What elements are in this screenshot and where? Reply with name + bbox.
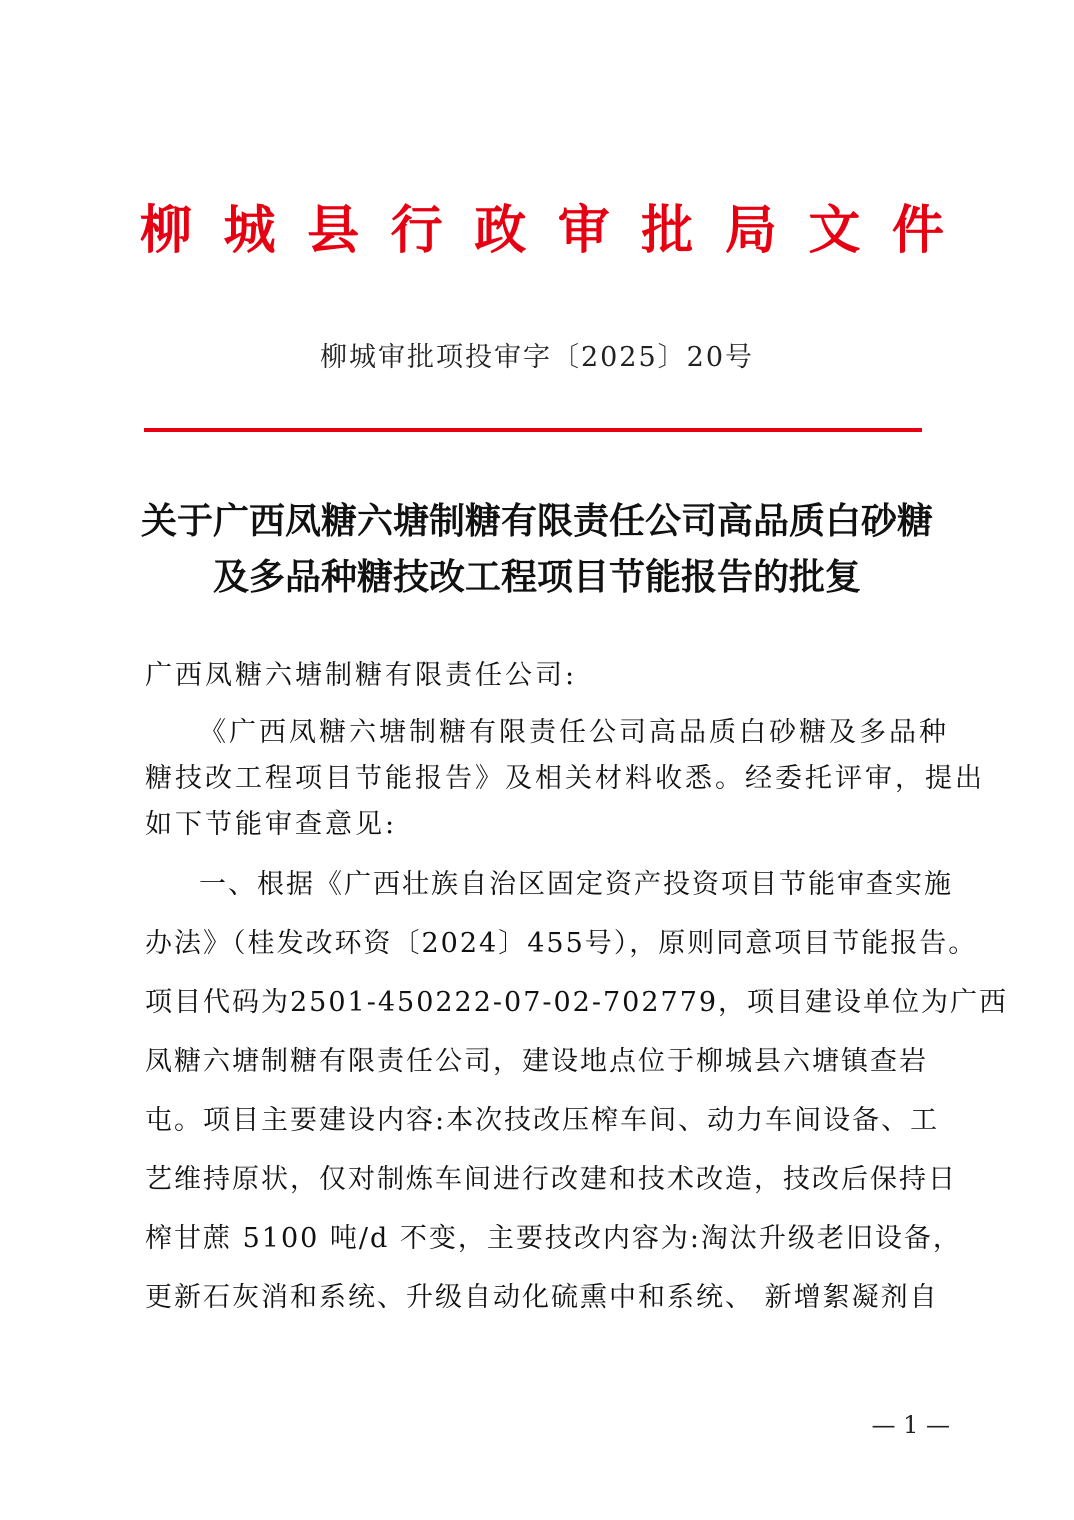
issuer-char: 局: [724, 201, 777, 261]
title-line: 关于广西凤糖六塘制糖有限责任公司高品质白砂糖: [140, 501, 933, 542]
paragraph-line: 如下节能审查意见:: [145, 809, 398, 840]
issuer-char: 政: [474, 201, 527, 261]
page-number: — 1 —: [871, 1411, 950, 1439]
document-title: [120, 494, 954, 606]
issuer-char: 件: [891, 201, 944, 261]
red-separator-line: [144, 428, 922, 432]
paragraph-line: 《广西凤糖六塘制糖有限责任公司高品质白砂糖及多品种: [199, 717, 949, 748]
issuer-char: 批: [641, 201, 694, 261]
paragraph-intro: [145, 710, 985, 848]
paragraph-line: 艺维持原状，仅对制炼车间进行改建和技术改造，技改后保持日: [145, 1164, 957, 1195]
paragraph-line: 一、根据《广西壮族自治区固定资产投资项目节能审查实施: [199, 869, 953, 900]
paragraph-opinion-one: [145, 855, 1009, 1327]
title-line: 及多品种糖技改工程项目节能报告的批复: [212, 557, 861, 598]
paragraph-line: 更新石灰消和系统、升级自动化硫熏中和系统、 新增絮凝剂自: [145, 1282, 939, 1313]
issuer-char: 行: [390, 201, 443, 261]
issuer-char: 文: [808, 201, 861, 261]
paragraph-line: 办法》（桂发改环资〔2024〕455号），原则同意项目节能报告。: [145, 928, 978, 959]
issuer-char: 城: [223, 201, 276, 261]
issuer-char: 县: [307, 201, 360, 261]
paragraph-line: 糖技改工程项目节能报告》及相关材料收悉。经委托评审，提出: [145, 763, 985, 794]
paragraph-line: 项目代码为2501-450222-07-02-702779，项目建设单位为广西: [145, 987, 1009, 1018]
issuer-char: 审: [557, 201, 610, 261]
issuer-char: 柳: [140, 201, 193, 261]
paragraph-line: 榨甘蔗 5100 吨/d 不变，主要技改内容为:淘汰升级老旧设备，: [145, 1223, 962, 1254]
issuer-header: [140, 196, 944, 266]
paragraph-line: 屯。项目主要建设内容:本次技改压榨车间、动力车间设备、工: [145, 1105, 940, 1136]
paragraph-line: 凤糖六塘制糖有限责任公司，建设地点位于柳城县六塘镇查岩: [145, 1046, 928, 1077]
document-number: 柳城审批项投审字〔2025〕20号: [319, 342, 755, 373]
salutation: 广西凤糖六塘制糖有限责任公司:: [145, 660, 578, 691]
